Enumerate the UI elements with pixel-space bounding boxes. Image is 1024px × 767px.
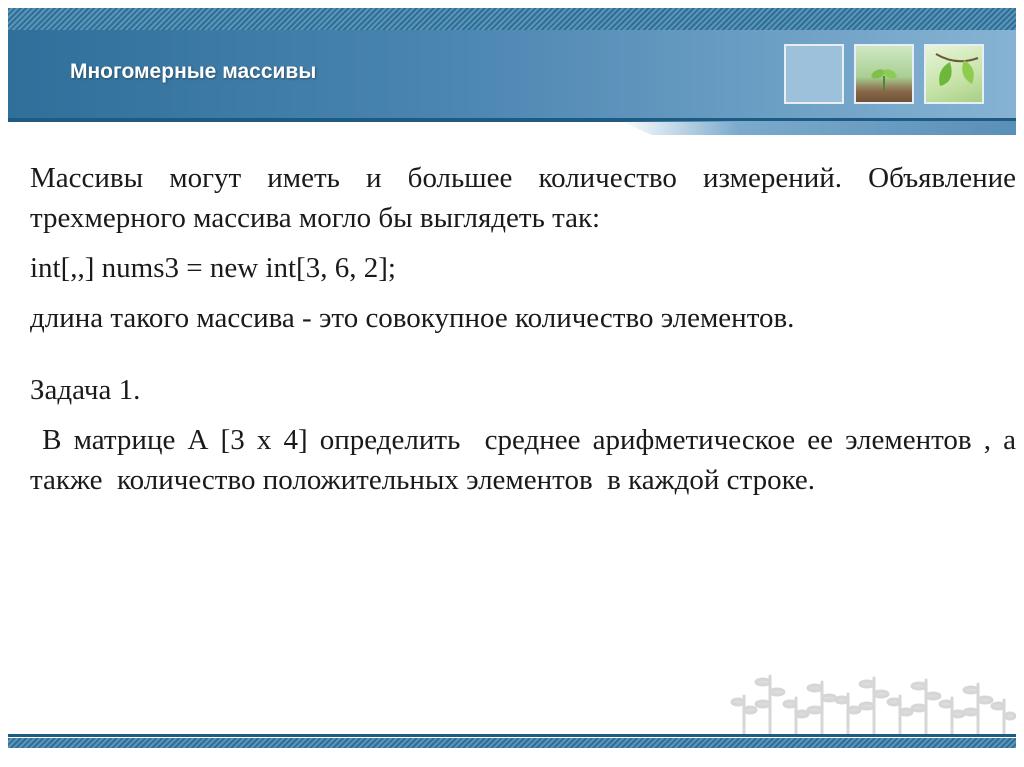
task-heading: Задача 1.	[30, 374, 141, 406]
paragraph-intro: Массивы могут иметь и большее количество измерений. Объявление трехмерного массива могло бы выглядеть так:	[30, 162, 1016, 234]
decorative-plants-icon	[730, 668, 1016, 734]
header-hatch-band	[8, 8, 1016, 30]
footer-hatch-band	[8, 738, 1016, 748]
slide-body	[30, 158, 1024, 500]
sprout-image	[854, 44, 914, 104]
leaf-image	[924, 44, 984, 104]
paragraph-length: длина такого массива - это совокупное количество элементов.	[30, 302, 795, 334]
header-accent-band	[620, 121, 1016, 135]
task-text: В матрице А [3 х 4] определить среднее арифметическое ее элементов , а также количество положительных элементов в каждой строке.	[30, 424, 1024, 496]
paragraph-code: int[,,] nums3 = new int[3, 6, 2];	[30, 252, 396, 284]
footer-divider	[8, 734, 1016, 737]
decorative-tile-blank	[784, 44, 844, 104]
slide-title: Многомерные массивы	[70, 60, 317, 83]
